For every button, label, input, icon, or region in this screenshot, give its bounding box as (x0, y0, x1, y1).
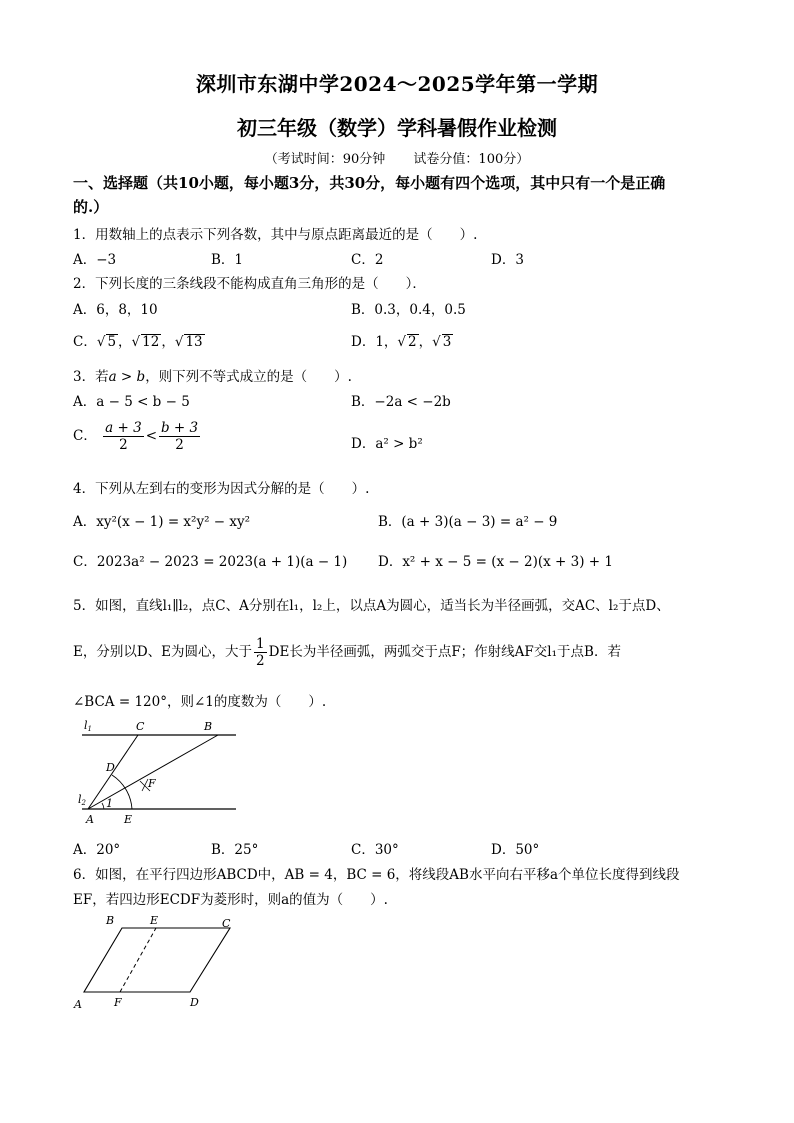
q6-label-a: A (74, 998, 82, 1011)
exam-title: 深圳市东湖中学2024～2025学年第一学期 (195, 72, 599, 96)
q4-option-a: A．xy²(x − 1) = x²y² − xy² (73, 514, 251, 530)
q6-line1: 6．如图，在平行四边形ABCD中，AB = 4，BC = 6，将线段AB水平向右平移a个单位长度得到线段 (73, 867, 680, 883)
exam-score: 试卷分值：100分） (413, 152, 530, 167)
q2-option-b: B．0.3，0.4，0.5 (351, 302, 466, 318)
q3-stem-math: a > b (108, 369, 146, 385)
q5-line2 (73, 636, 621, 669)
q3-stem (73, 365, 352, 385)
q2-option-d: D．1，√ 2 ，√ 3 (351, 334, 452, 350)
q1-option-c: C．2 (351, 252, 384, 268)
q2-c-root1: 5 (107, 334, 117, 350)
q3-c-prefix: C． (73, 428, 97, 444)
q6-label-d: D (190, 996, 199, 1009)
q5-frac-den: 2 (256, 653, 265, 669)
q2-option-a: A．6，8，10 (73, 302, 158, 318)
exam-subtitle: 初三年级（数学）学科暑假作业检测 (237, 116, 557, 140)
q2-option-c: C．√ 5 ，√ 12 ，√ 13 (73, 334, 203, 350)
q3-option-b: B．−2a < −2b (351, 394, 451, 410)
q4-option-d: D．x² + x − 5 = (x − 2)(x + 3) + 1 (378, 554, 613, 570)
q2-c-prefix: C． (73, 334, 97, 350)
q5-label-f: F (148, 777, 156, 790)
q5-option-a: A．20° (73, 842, 121, 858)
q5-label-b: B (204, 720, 213, 733)
exam-time: （考试时间：90分钟 (264, 152, 386, 167)
q3-option-c: C． $\frac{a + 3}{2}$ < $\frac{b + 3}{2}$ (73, 420, 199, 453)
q3-c-frac1 (103, 420, 144, 453)
q3-stem-pre: 3．若 (73, 369, 109, 385)
q3-c-den2: 2 (175, 437, 184, 453)
q5-label-a: A (86, 813, 94, 826)
q1-option-a: A．−3 (73, 252, 117, 268)
q5-line2-post: DE长为半径画弧，两弧交于点F；作射线AF交l₁于点B．若 (268, 644, 621, 660)
q3-c-num1: a + 3 (105, 420, 142, 436)
q5-figure (78, 715, 243, 830)
q2-d-root2: 3 (442, 334, 452, 350)
q5-option-c: C．30° (351, 842, 399, 858)
q3-option-a: A．a − 5 < b − 5 (73, 394, 190, 410)
exam-info (0, 148, 794, 167)
q3-option-d: D．a² > b² (351, 436, 423, 452)
q3-c-frac2 (159, 420, 200, 453)
q5-frac-num: 1 (256, 636, 265, 652)
q3-c-den1: 2 (119, 437, 128, 453)
q5-option-d: D．50° (491, 842, 540, 858)
q5-label-l2: l2 (78, 793, 86, 807)
q6-figure (70, 912, 245, 1012)
q5-label-d: D (106, 761, 115, 774)
q1-stem: 1．用数轴上的点表示下列各数，其中与原点距离最近的是（ ）. (73, 227, 478, 243)
q5-label-c: C (136, 720, 145, 733)
q5-line1: 5．如图，直线l₁∥l₂，点C、A分别在l₁，l₂上，以点A为圆心，适当长为半径画弧，交AC、l₂于点D、 (73, 598, 670, 614)
q5-option-b: B．25° (211, 842, 259, 858)
q6-label-f: F (114, 996, 122, 1009)
q5-label-angle1: 1 (106, 797, 113, 810)
q2-d-prefix: D．1， (351, 334, 398, 350)
q2-d-root1: 2 (408, 334, 417, 350)
q4-option-b: B．(a + 3)(a − 3) = a² − 9 (378, 514, 558, 530)
q4-option-c: C．2023a² − 2023 = 2023(a + 1)(a − 1) (73, 554, 348, 570)
q5-label-e: E (124, 813, 133, 826)
q5-label-l1: l1 (84, 719, 92, 733)
section-heading-cont: 的.） (73, 198, 109, 216)
q2-c-root2: 12 (142, 334, 160, 350)
q6-label-e: E (150, 914, 159, 927)
q6-label-b: B (106, 914, 115, 927)
q3-stem-post: ，则下列不等式成立的是（ ）. (145, 369, 352, 385)
q6-line2: EF，若四边形ECDF为菱形时，则a的值为（ ）. (73, 892, 388, 908)
q3-c-num2: b + 3 (161, 420, 199, 436)
q5-frac (254, 636, 267, 669)
q1-option-d: D．3 (491, 252, 524, 268)
q2-c-root3: 13 (185, 334, 203, 350)
q4-stem: 4．下列从左到右的变形为因式分解的是（ ）. (73, 481, 370, 497)
q5-line3: ∠BCA = 120°，则∠1的度数为（ ）. (73, 694, 327, 710)
q2-stem: 2．下列长度的三条线段不能构成直角三角形的是（ ）． (73, 276, 426, 292)
section-heading: 一、选择题（共10小题，每小题3分，共30分，每小题有四个选项，其中只有一个是正确 (73, 174, 666, 192)
q5-line2-pre: E，分别以D、E为圆心，大于 (73, 644, 253, 660)
q6-label-c: C (222, 917, 231, 930)
q1-option-b: B．1 (211, 252, 244, 268)
